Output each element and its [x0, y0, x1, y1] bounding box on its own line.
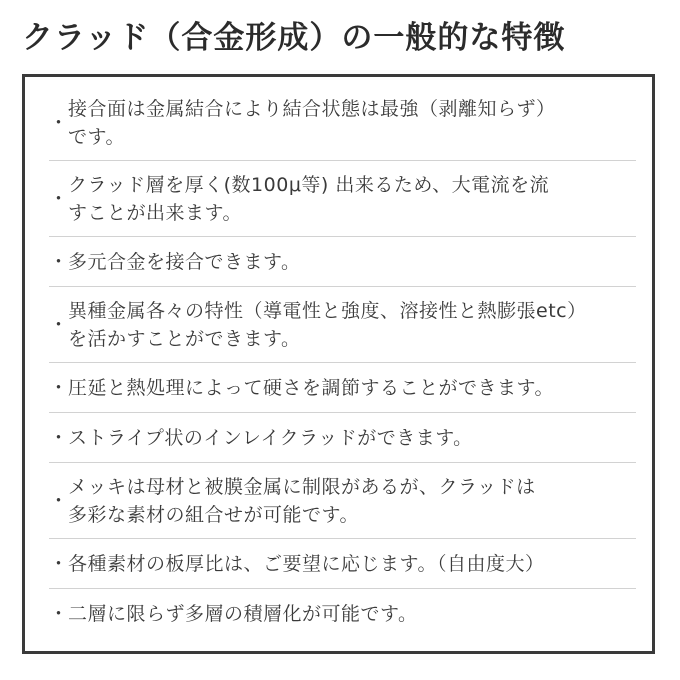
- feature-item: [49, 237, 636, 287]
- feature-item: [49, 539, 636, 589]
- feature-text: 圧延と熱処理によって硬さを調節することができます。: [68, 376, 554, 399]
- feature-item: [49, 363, 636, 413]
- feature-item: [49, 161, 636, 237]
- feature-text: メッキは母材と被膜金属に制限があるが、クラッドは 多彩な素材の組合せが可能です。: [68, 475, 536, 526]
- bullet-icon: ・: [49, 426, 69, 449]
- feature-text: 多元合金を接合できます。: [68, 250, 301, 273]
- bullet-icon: ・: [49, 376, 69, 399]
- feature-item: [49, 287, 636, 363]
- feature-text: 二層に限らず多層の積層化が可能です。: [68, 603, 418, 625]
- bullet-icon: ・: [49, 250, 69, 273]
- bullet-icon: ・: [49, 313, 69, 336]
- feature-item: [49, 413, 636, 463]
- feature-text: ストライプ状のインレイクラッドができます。: [68, 426, 473, 449]
- page-title: クラッド（合金形成）の一般的な特徴: [22, 20, 566, 56]
- feature-text: 異種金属各々の特性（導電性と強度、溶接性と熱膨張etc） を活かすことができます。: [68, 299, 587, 350]
- feature-text: 各種素材の板厚比は、ご要望に応じます。（自由度大）: [68, 552, 545, 575]
- feature-box: [22, 74, 655, 654]
- bullet-icon: ・: [49, 111, 69, 134]
- bullet-icon: ・: [49, 489, 69, 512]
- feature-item: [49, 589, 636, 639]
- bullet-icon: ・: [49, 552, 69, 575]
- feature-item: [49, 85, 636, 161]
- bullet-icon: ・: [49, 603, 69, 625]
- feature-item: [49, 463, 636, 539]
- feature-text: クラッド層を厚く(数100μ等) 出来るため、大電流を流 すことが出来ます。: [68, 173, 550, 224]
- feature-text: 接合面は金属結合により結合状態は最強（剥離知らず） です。: [68, 97, 556, 148]
- bullet-icon: ・: [49, 187, 69, 210]
- feature-list: [49, 85, 636, 639]
